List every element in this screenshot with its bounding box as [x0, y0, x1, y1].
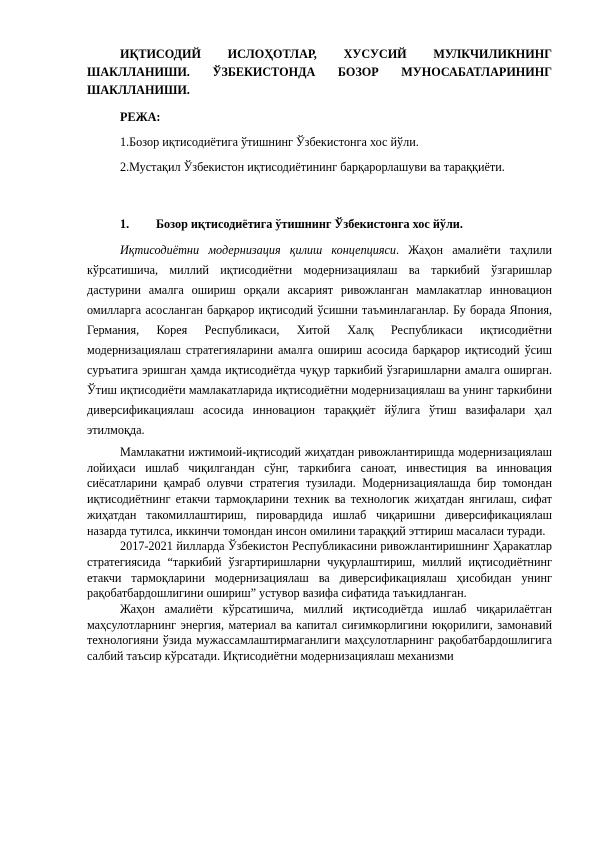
paragraph-1-lead: Иқтисодиётни модернизация қилиш концепцияси [120, 243, 397, 257]
paragraph-3: 2017-2021 йилларда Ўзбекистон Республикасини ривожлантиришнинг Ҳаракатлар стратегиясида “таркибий ўзгартиришларни чуқурлаштириш, миллий иқтисодиётнинг етакчи тармоқларини модернизациялаш ва диверсификациялаш ҳисобидан унинг рақобатбардошлигини ошириш” устувор вазифа сифатида таъкидланган. [87, 539, 552, 601]
document-body [87, 45, 552, 665]
plan-label: РЕЖА: [120, 110, 161, 124]
paragraph-2: Мамлакатни ижтимоий-иқтисодий жиҳатдан ривожлантиришда модернизациялаш лойиҳаси ишлаб чиқилгандан сўнг, таркибига саноат, инвестиция ва инновация сиёсатларини қамраб олувчи стратегия тузилади. Модернизациялашда бир томондан иқтисодиётнинг етакчи тармоқларини техник ва технологик жиҳатдан янгилаш, сифат жиҳатдан такомиллаштириш, пировардида ишлаб чиқаришни диверсификациялаш назарда тутилса, иккинчи томондан инсон омилини тараққий эттириш масаласи туради. [87, 445, 552, 538]
paragraph-1-text: . Жаҳон амалиёти таҳлили кўрсатишича, миллий иқтисодиётни модернизациялаш ва таркибий ўзгаришлар дастурини амалга ошириш орқали аксарият ривожланган мамлакатлар инновацион омилларга асосланган барқарор иқтисодий ўсишни таъминлаганлар. Бу борада Япония, Германия, Корея Республикаси, Хитой Халқ Республикаси иқтисодиётни модернизациялаш стратегияларини амалга ошириш асосида барқарор иқтисодий ўсиш суръатига эришган ҳамда иқтисодиётда чуқур таркибий ўзгаришларни амалга оширган. Ўтиш иқтисодиёти мамлакатларида иқтисодиётни модернизациялаш ва унинг таркибини диверсификациялаш асосида инновацион тараққиёт йўлига ўтиш вазифалари ҳал этилмоқда. [87, 243, 552, 437]
section-title: Бозор иқтисодиётига ўтишнинг Ўзбекистонга хос йўли. [156, 217, 463, 231]
paragraph-1 [87, 240, 552, 440]
plan-item-1: 1.Бозор иқтисодиётига ўтишнинг Ўзбекистонга хос йўли. [120, 135, 419, 149]
paragraph-4: Жаҳон амалиёти кўрсатишича, миллий иқтисодиётда ишлаб чиқарилаётган маҳсулотларнинг энергия, материал ва капитал сиғимкорлигини юқорилиги, замонавий технологияни ўзида мужассамлаштирмаганлиги маҳсулотларнинг рақобатбардошлигига салбий таъсир кўрсатади. Иқтисодиётни модернизациялаш механизми [87, 602, 552, 664]
page-title: ИҚТИСОДИЙ ИСЛОҲОТЛАР, ХУСУСИЙ МУЛКЧИЛИКНИНГ ШАКЛЛАНИШИ. ЎЗБЕКИСТОНДА БОЗОР МУНОСАБАТЛАРИНИНГ ШАКЛЛАНИШИ. [87, 47, 552, 97]
section-number: 1. [120, 217, 130, 231]
plan-item-2: 2.Мустақил Ўзбекистон иқтисодиётининг барқарорлашуви ва тараққиёти. [120, 160, 505, 174]
section-heading [87, 215, 552, 233]
